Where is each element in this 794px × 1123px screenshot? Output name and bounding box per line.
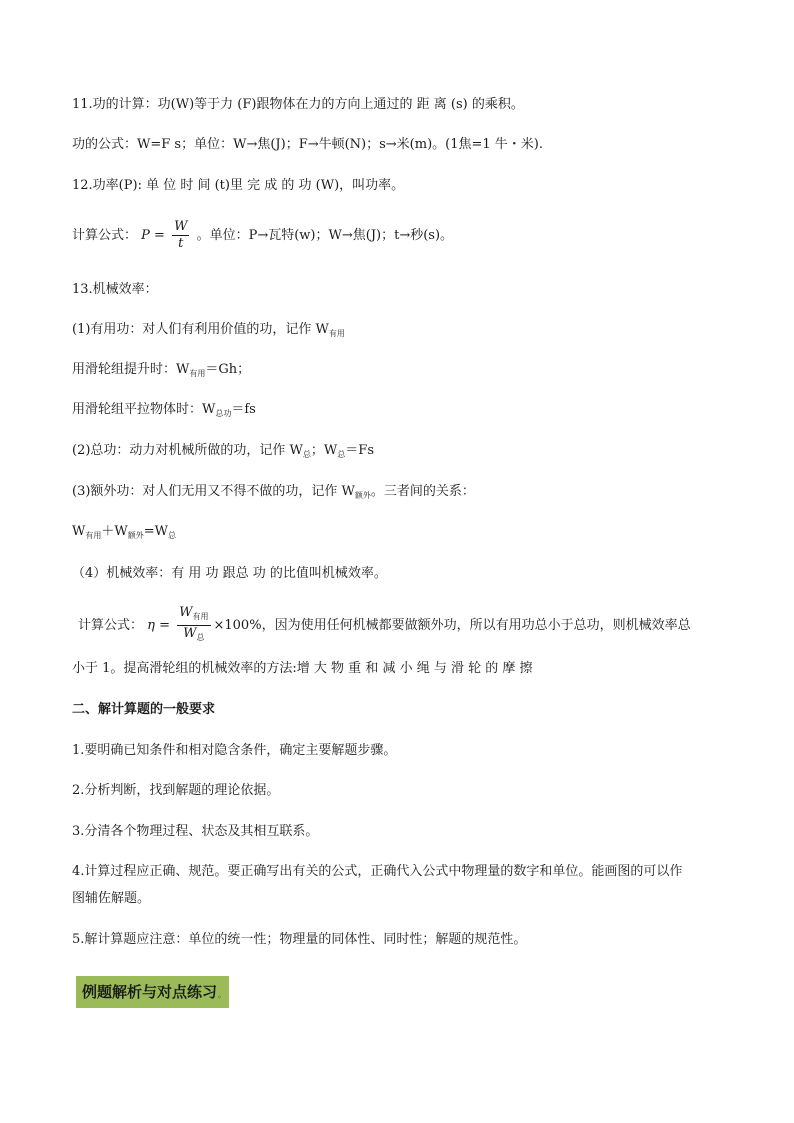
- total-work-text: (2)总功：动力对机械所做的功，记作 W: [72, 443, 303, 458]
- relation-w1: W: [72, 524, 86, 539]
- item-11-work-calculation: 11.功的计算：功(W)等于力 (F)跟物体在力的方向上通过的 距 离 (s) 的乘积。: [72, 97, 524, 112]
- total-work-subscript-2: 总: [337, 450, 346, 459]
- efficiency-fraction-denominator: $W_总$: [183, 626, 205, 642]
- requirement-4-continued: 图辅佐解题。: [72, 891, 151, 906]
- relation-plus: ＋W: [101, 524, 128, 539]
- item-12-power-definition: 12.功率(P): 单 位 时 间 (t)里 完 成 的 功 (W)，叫功率。: [72, 178, 405, 193]
- efficiency-definition: （4）机械效率：有 用 功 跟总 功 的比值叫机械效率。: [72, 566, 387, 581]
- requirement-3: 3.分清各个物理过程、状态及其相互联系。: [72, 824, 319, 839]
- work-relation-formula: [72, 522, 176, 546]
- total-work-sep: ；W: [310, 443, 338, 458]
- section-2-heading: 二、解计算题的一般要求: [72, 702, 216, 717]
- requirement-4: 4.计算过程应正确、规范。要正确写出有关的公式，正确代入公式中物理量的数字和单位。能画图的可以作: [72, 864, 683, 879]
- relation-eq: =W: [143, 524, 169, 539]
- power-fraction: [172, 219, 189, 252]
- banner-mark: ◦: [217, 993, 222, 1002]
- efficiency-percent: ×100%: [213, 618, 262, 633]
- efficiency-explanation: ，因为使用任何机械都要做额外功，所以有用功总小于总功，则机械效率总: [261, 618, 691, 633]
- power-formula-lhs: P =: [141, 228, 165, 243]
- relation-sub-total: 总: [168, 531, 177, 540]
- extra-work-text: (3)额外功：对人们无用又不得不做的功，记作 W: [72, 484, 355, 499]
- efficiency-formula-line: [78, 604, 691, 648]
- useful-work-definition: [72, 320, 345, 344]
- pulley-pull-rhs: ＝fs: [231, 402, 256, 417]
- efficiency-formula-lhs: η =: [147, 618, 170, 633]
- pulley-lift-text: 用滑轮组提升时：W: [72, 362, 190, 377]
- pulley-pull-text: 用滑轮组平拉物体时：W: [72, 402, 216, 417]
- examples-practice-banner: [76, 976, 229, 1008]
- power-formula-prefix: 计算公式：: [72, 228, 138, 243]
- pulley-lift-rhs: ＝Gh；: [205, 362, 251, 377]
- efficiency-fraction: [177, 605, 210, 646]
- total-work-rhs: ＝Fs: [345, 443, 374, 458]
- extra-work-relation-lead: 。三者间的关系：: [370, 484, 475, 499]
- pulley-lift-formula: [72, 360, 250, 384]
- efficiency-improvement: 小于 1。提高滑轮组的机械效率的方法:增 大 物 重 和 减 小 绳 与 滑 轮 的 摩 擦: [72, 661, 533, 676]
- requirement-2: 2.分析判断，找到解题的理论依据。: [72, 783, 280, 798]
- relation-sub-extra: 额外: [127, 531, 144, 540]
- work-formula-units: 功的公式：W=F s；单位：W→焦(J)；F→牛顿(N)；s→米(m)。(1焦=1 牛・米).: [72, 137, 543, 152]
- total-work-subscript-1: 总: [302, 450, 311, 459]
- efficiency-fraction-numerator: $W_{有用}$: [177, 605, 210, 626]
- useful-work-text: (1)有用功：对人们有利用价值的功，记作 W: [72, 322, 329, 337]
- total-work-definition: [72, 441, 374, 465]
- relation-sub-useful: 有用: [85, 531, 102, 540]
- extra-work-definition: [72, 482, 475, 506]
- useful-work-subscript: 有用: [328, 329, 345, 338]
- requirement-1: 1.要明确已知条件和相对隐含条件，确定主要解题步骤。: [72, 743, 397, 758]
- pulley-lift-subscript: 有用: [189, 369, 206, 378]
- item-13-mechanical-efficiency: 13.机械效率：: [72, 282, 158, 297]
- extra-work-subscript: 额外: [354, 491, 371, 500]
- power-formula-units: 。单位：P→瓦特(w)；W→焦(J)；t→秒(s)。: [196, 228, 454, 243]
- power-fraction-denominator: t: [178, 236, 184, 251]
- requirement-5: 5.解计算题应注意：单位的统一性；物理量的同体性、同时性；解题的规范性。: [72, 932, 527, 947]
- power-fraction-numerator: W: [174, 219, 188, 234]
- banner-label: 例题解析与对点练习: [82, 983, 218, 1001]
- pulley-pull-subscript: 总功: [215, 409, 232, 418]
- efficiency-formula-prefix: 计算公式：: [78, 618, 144, 633]
- power-formula-line: [72, 218, 453, 254]
- pulley-pull-formula: [72, 400, 256, 424]
